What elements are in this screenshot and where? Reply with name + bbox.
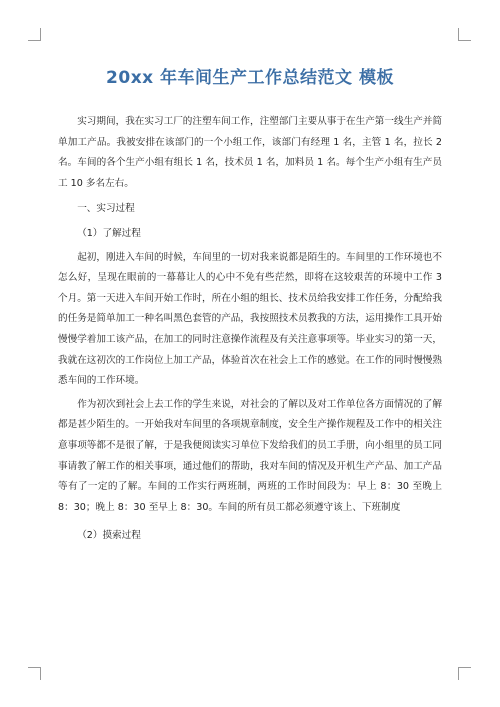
crop-mark-top-left bbox=[28, 28, 41, 41]
crop-mark-top-right bbox=[458, 28, 471, 41]
body-paragraph-rules: 作为初次到社会上去工作的学生来说，对社会的了解以及对工作单位各方面情况的了解都是甚少陌生的。一开始我对车间里的各项规章制度，安全生产操作规程及工作中的相关注意事项等都不是很了解，于是我便阅读实习单位下发给我们的员工手册，向小组里的员工同事请教了解工作的相关事项，通过他们的帮助，我对车间的情况及开机生产产品、加工产品等有了一定的了解。车间的工作实行两班制，两班的工作时间段为：早上 8：30 至晚上 8：30；晚上 8：30 至早上 8：30。车间的所有员工都必须遵守该上、下班制度 bbox=[58, 398, 442, 513]
crop-mark-bottom-right bbox=[458, 667, 471, 680]
subsection-heading-understanding: （1）了解过程 bbox=[77, 227, 141, 239]
section-heading-practice-process: 一、实习过程 bbox=[77, 203, 135, 215]
intro-paragraph: 实习期间，我在实习工厂的注塑车间工作，注塑部门主要从事于在生产第一线生产并简单加工产品。我被安排在该部门的一个小组工作，该部门有经理 1 名，主管 1 名，拉长 2 名。车间的各个生产小组有组长 1 名，技术员 1 名，加料员 1 名。每个生产小组有生产员工 10 多名左右。 bbox=[58, 116, 442, 189]
body-paragraph-first-day: 起初，刚进入车间的时候，车间里的一切对我来说都是陌生的。车间里的工作环境也不怎么好，呈现在眼前的一幕幕让人的心中不免有些茫然，即将在这较艰苦的环境中工作 3 个月。第一天进入车间开始工作时，所在小组的组长、技术员给我安排工作任务，分配给我的任务是简单加工一种名叫黑色套管的产品，我按照技术员教我的方法，运用操作工具开始慢慢学着加工该产品，在加工的同时注意操作流程及有关注意事项等。毕业实习的第一天，我就在这初次的工作岗位上加工产品，体验首次在社会上工作的感觉。在工作的同时慢慢熟悉车间的工作环境。 bbox=[58, 251, 442, 387]
document-body bbox=[58, 112, 442, 550]
crop-mark-bottom-left bbox=[28, 667, 41, 680]
document-title: 20xx 年车间生产工作总结范文 模板 bbox=[106, 68, 394, 88]
subsection-heading-exploration: （2）摸索过程 bbox=[77, 530, 141, 542]
